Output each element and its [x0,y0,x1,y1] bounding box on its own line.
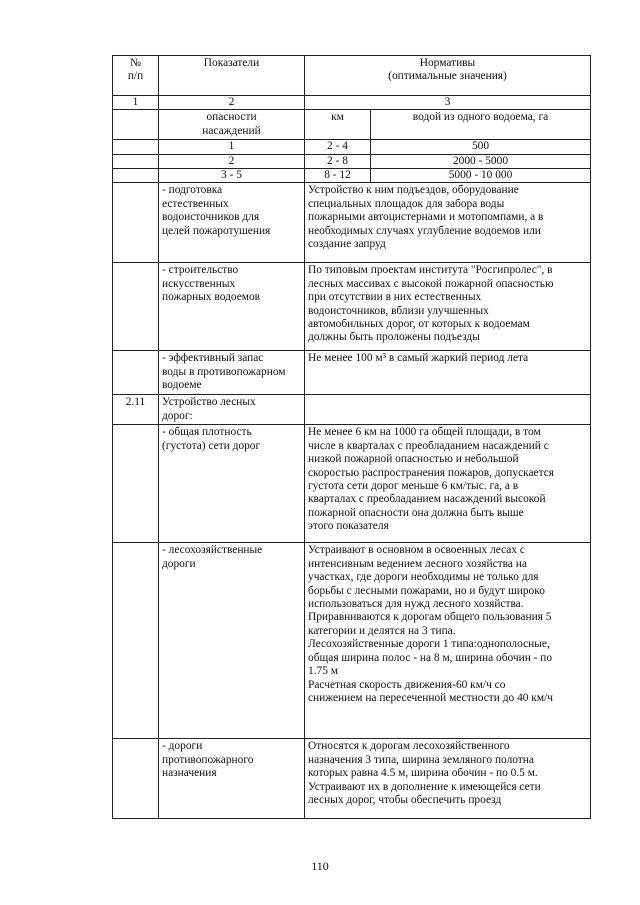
table-header-row [113,56,591,96]
empty-cell [113,154,159,168]
table-row [113,263,591,351]
norms-table [112,55,591,819]
row-norm [305,395,591,425]
col-number-3: 3 [305,96,591,110]
header-num: № п/п [113,56,159,96]
area-cell: 5000 - 10 000 [371,169,591,183]
table-row [113,183,591,263]
row-indicator: - подготовка естественных водоисточников для целей пожаротушения [159,183,305,263]
class-row [113,169,591,183]
subheader-water: водой из одного водоема, га [371,110,591,140]
row-indicator: - лесохозяйственные дороги [159,543,305,739]
row-norm: Относятся к дорогам лесохозяйственного назначения 3 типа, ширина земляного полотна которых равна 4.5 м, ширина обочин - по 0.5 м. Устраивают их в дополнение к имеющейся сети лесных дорог, чтобы обеспечить проезд [305,739,591,819]
table-row [113,739,591,819]
area-cell: 2000 - 5000 [371,154,591,168]
class-cell: 1 [159,140,305,154]
class-row [113,154,591,168]
subheader-danger: опасности насаждений [159,110,305,140]
class-cell: 3 - 5 [159,169,305,183]
km-cell: 8 - 12 [305,169,371,183]
row-indicator: - дороги противопожарного назначения [159,739,305,819]
subheader-km: км [305,110,371,140]
table-row [113,425,591,543]
row-num [113,739,159,819]
column-number-row [113,96,591,110]
km-cell: 2 - 8 [305,154,371,168]
header-norms: Нормативы (оптимальные значения) [305,56,591,96]
row-num: 2.11 [113,395,159,425]
row-norm: Устраивают в основном в освоенных лесах с интенсивным ведением лесного хозяйства на участках, где дороги необходимы не только для борьбы с лесными пожарами, но и будут широко использоваться для нужд лесного хозяйства. Приравниваются к дорогам общего пользования 5 категории и делятся на 3 типа. Лесохозяйственные дороги 1 типа:однополосные, общая ширина полос - на 8 м, ширина обочин - по 1.75 м Расчетная скорость движения-60 км/ч со снижением на пересеченной местности до 40 км/ч [305,543,591,739]
km-cell: 2 - 4 [305,140,371,154]
row-indicator: Устройство лесных дорог: [159,395,305,425]
row-norm: Не менее 100 м³ в самый жаркий период лета [305,351,591,395]
header-indicators: Показатели [159,56,305,96]
page-number: 110 [311,859,329,873]
table-row [113,543,591,739]
class-row [113,140,591,154]
class-cell: 2 [159,154,305,168]
row-norm: По типовым проектам института "Росгипролес", в лесных массивах с высокой пожарной опасностью при отсутствии в них естественных водоисточников, вблизи улучшенных автомобильных дорог, от которых к водоемам должны быть проложены подъезды [305,263,591,351]
table-row [113,351,591,395]
subheader-row [113,110,591,140]
col-number-2: 2 [159,96,305,110]
table-row [113,395,591,425]
row-indicator: - строительство искусственных пожарных водоемов [159,263,305,351]
empty-cell [113,169,159,183]
area-cell: 500 [371,140,591,154]
row-num [113,425,159,543]
row-norm: Не менее 6 км на 1000 га общей площади, в том числе в кварталах с преобладанием насаждений с низкой пожарной опасностью и небольшой скоростью распространения пожаров, допускается густота сети дорог меньше 6 км/тыс. га, а в кварталах с преобладанием насаждений высокой пожарной опасности она должна быть выше этого показателя [305,425,591,543]
col-number-1: 1 [113,96,159,110]
empty-cell [113,110,159,140]
row-num [113,183,159,263]
empty-cell [113,140,159,154]
row-indicator: - общая плотность (густота) сети дорог [159,425,305,543]
row-indicator: - эффективный запас воды в противопожарном водоеме [159,351,305,395]
row-norm: Устройство к ним подъездов, оборудование специальных площадок для забора воды пожарными автоцистернами и мотопомпами, а в необходимых случаях углубление водоемов или создание запруд [305,183,591,263]
row-num [113,263,159,351]
row-num [113,543,159,739]
row-num [113,351,159,395]
